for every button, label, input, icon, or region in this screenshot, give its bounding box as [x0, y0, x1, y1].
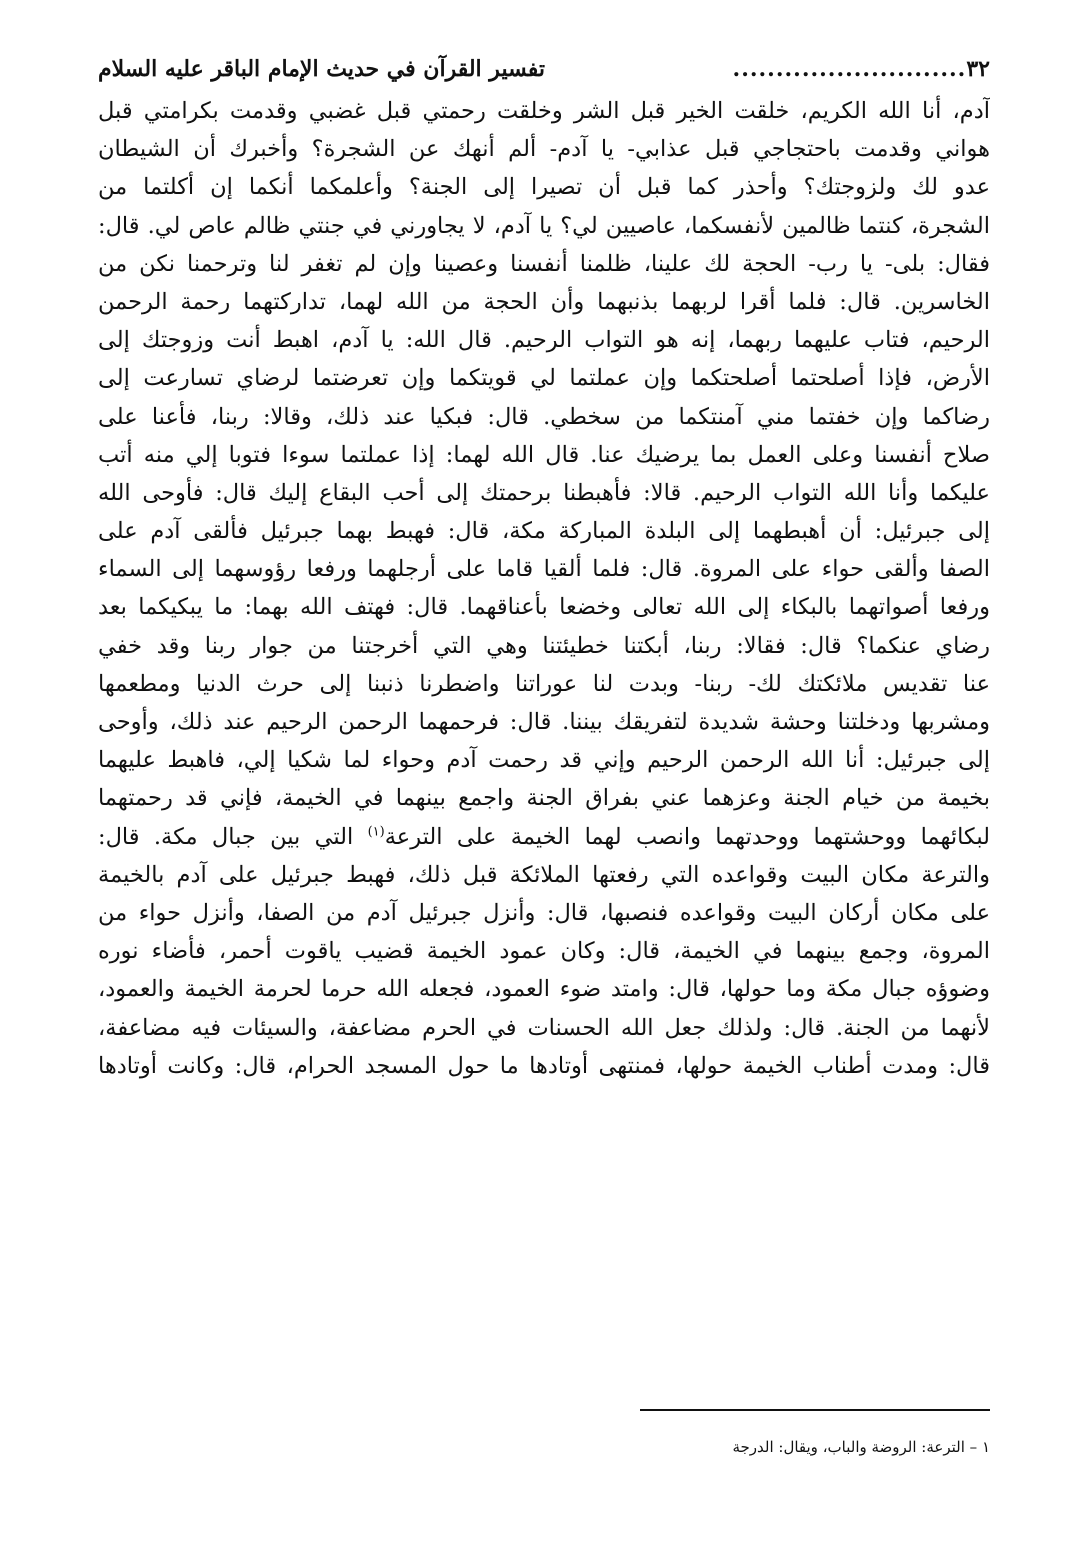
text-line: الأرض، فإذا أصلحتما أصلحتكما وإن عملتما لي قويتكما وإن تعرضتما لرضاي تسارعت إلى — [98, 365, 990, 392]
text-line: عليكما وأنا الله التواب الرحيم. قالا: فأهبطنا برحمتك إلى أحب البقاع إليك قال: فأوحى الله — [98, 479, 990, 506]
line-segment: لبكائهما ووحشتهما ووحدتهما وانصب لهما الخيمة على الترعة — [384, 823, 990, 850]
text-line: عدو لك ولزوجتك؟ وأحذر كما قبل أن تصيرا إلى الجنة؟ وأعلمكما أنكما إن أكلتما من — [98, 174, 990, 201]
text-line: بخيمة من خيام الجنة وعزهما عني بفراق الجنة واجمع بينهما في الخيمة، فإني قد رحمتهما — [98, 785, 990, 812]
text-line: لأنهما من الجنة. قال: ولذلك جعل الله الحسنات في الحرم مضاعفة، والسيئات فيه مضاعفة، — [98, 1014, 990, 1041]
text-line: وضوؤه جبال مكة وما حولها، قال: وامتد ضوء العمود، فجعله الله حرما لحرمة الخيمة والعمود، — [98, 976, 990, 1003]
text-line: صلاح أنفسنا وعلى العمل بما يرضيك عنا. قال الله لهما: إذا عملتما سوءا فتوبا إلي منه أتب — [98, 441, 990, 468]
text-line: قال: ومدت أطناب الخيمة حولها، فمنتهى أوتادها ما حول المسجد الحرام، قال: وكانت أوتادها — [98, 1052, 990, 1079]
text-line: الخاسرين. قال: فلما أقرا لربهما بذنبهما وأن الحجة من الله لهما، تداركتهما رحمة الرحمن — [98, 288, 990, 315]
footnote: ١ – الترعة: الروضة والباب، ويقال: الدرجة — [732, 1438, 990, 1456]
text-line: ومشربها ودخلتنا وحشة شديدة لتفريقك بيننا. قال: فرحمهما الرحمن الرحيم عند ذلك، وأوحى — [98, 709, 990, 735]
text-line: إلى جبرئيل: أن أهبطهما إلى البلدة المباركة مكة، قال: فهبط بهما جبرئيل فألقى آدم على — [98, 518, 990, 545]
running-title: تفسير القرآن في حديث الإمام الباقر عليه السلام — [98, 56, 545, 82]
text-line: آدم، أنا الله الكريم، خلقت الخير قبل الشر وخلقت رحمتي قبل غضبي وقدمت بكرامتي قبل — [98, 98, 990, 124]
text-line: والترعة مكان البيت وقواعده التي رفعتها الملائكة قبل ذلك، فهبط جبرئيل على آدم بالخيمة — [98, 861, 990, 888]
text-line: المروة، وجمع بينهما في الخيمة، قال: وكان عمود الخيمة قضيب ياقوت أحمر، فأضاء نوره — [98, 938, 990, 965]
text-line: عنا تقديس ملائكتك لك- ربنا- وبدت لنا عوراتنا واضطرنا ذنبنا إلى حرث الدنيا ومطعمها — [98, 670, 990, 697]
text-line-with-footnote — [98, 818, 990, 856]
text-line: الشجرة، كنتما ظالمين لأنفسكما، عاصيين لي؟ يا آدم، لا يجاورني في جنتي ظالم عاص لي. قال: — [98, 212, 990, 239]
text-line: الرحيم، فتاب عليهما ربهما، إنه هو التواب الرحيم. قال الله: يا آدم، اهبط أنت وزوجتك إلى — [98, 327, 990, 354]
text-line: رضاي عنكما؟ قال: فقالا: ربنا، أبكتنا خطيئتنا وهي التي أخرجتنا من جوار ربنا وقد خفي — [98, 632, 990, 659]
header-leader-dots: ........................... — [732, 56, 967, 82]
footnote-marker[interactable]: (١) — [367, 824, 385, 840]
text-line: رضاكما وإن خفتما مني آمنتكما من سخطي. قال: فبكيا عند ذلك، وقالا: ربنا، فأعنا على — [98, 403, 990, 430]
line-segment: التي بين جبال مكة. قال: — [98, 823, 354, 850]
body-text — [98, 92, 990, 1085]
text-line: الصفا وألقى حواء على المروة. قال: فلما ألقيا قاما على أرجلهما ورفعا رؤوسهما إلى السماء — [98, 556, 990, 583]
text-line: على مكان أركان البيت وقواعده فنصبها، قال: وأنزل جبرئيل آدم من الصفا، وأنزل حواء من — [98, 899, 990, 926]
running-header — [98, 52, 990, 86]
text-line: ورفعا أصواتهما بالبكاء إلى الله تعالى وخضعا بأعناقهما. قال: فهتف الله بهما: ما يبكيكما بعد — [98, 594, 990, 621]
text-line: فقال: بلى- يا رب- الحجة لك علينا، ظلمنا أنفسنا وعصينا وإن لم تغفر لنا وترحمنا نكن من — [98, 250, 990, 277]
footnote-separator — [640, 1409, 990, 1411]
text-line: إلى جبرئيل: أنا الله الرحمن الرحيم وإني قد رحمت آدم وحواء لما شكيا إلي، فاهبط عليهما — [98, 747, 990, 774]
text-line: هواني وقدمت باحتجاجي قبل عذابي- يا آدم- ألم أنهك عن الشجرة؟ وأخبرك أن الشيطان — [98, 136, 990, 163]
page-number: ٣٢ — [966, 56, 990, 82]
